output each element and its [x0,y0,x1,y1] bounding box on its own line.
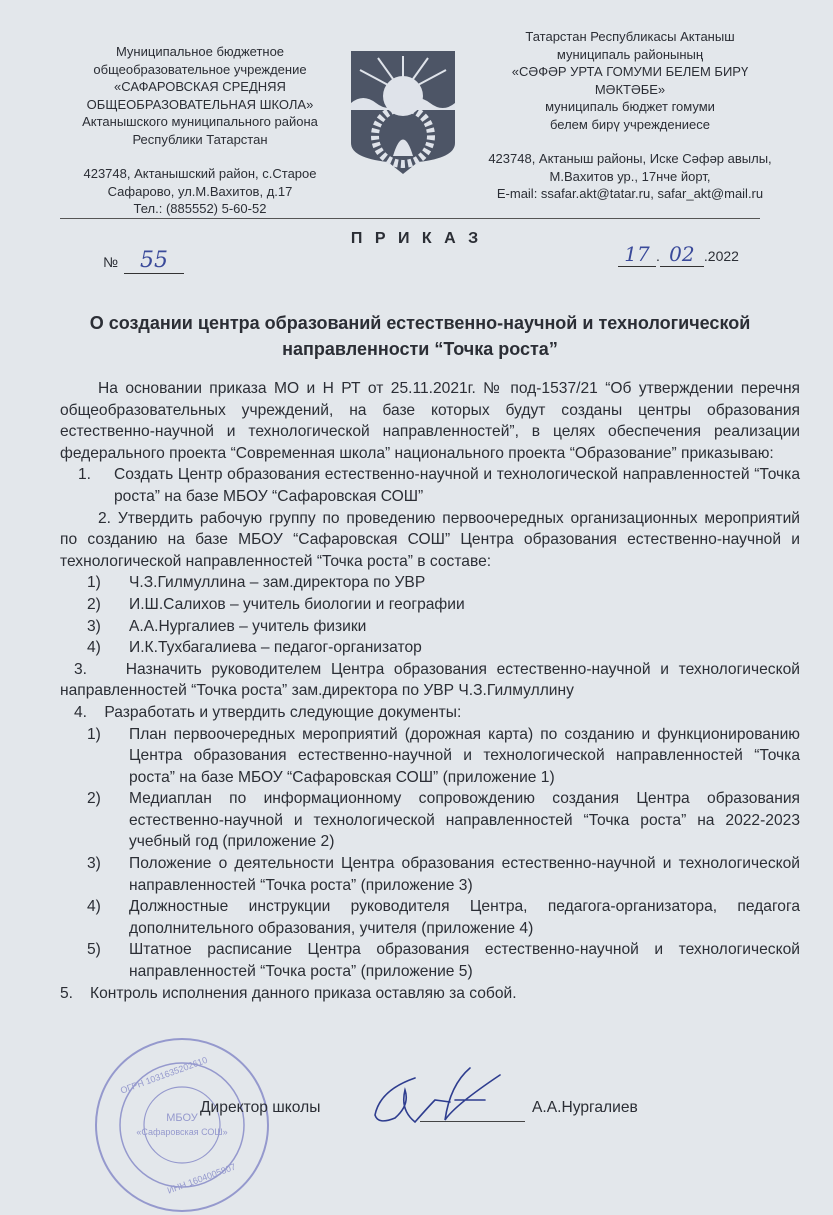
svg-text:«Сафаровская СОШ»: «Сафаровская СОШ» [136,1127,228,1137]
sub-number: 3) [87,617,101,635]
coat-of-arms-icon [348,48,458,176]
date-separator: . [656,248,660,264]
item-4-sub-4 [60,896,800,939]
item-number: 2. [98,509,112,527]
svg-text:ОГРН 1031635202610: ОГРН 1031635202610 [118,1054,209,1096]
sub-text: Положение о деятельности Центра образования естественно-научной и технологической направленностей “Точка роста” (приложение 3) [129,855,800,894]
item-text: Разработать и утвердить следующие документы: [104,703,462,721]
item-number: 3. [74,660,88,678]
item-4 [60,702,800,724]
signatory-name: А.А.Нургалиев [532,1099,638,1116]
item-4-sub-1 [60,724,800,789]
handwritten-signature [360,1060,530,1140]
svg-text:МБОУ: МБОУ [166,1112,198,1124]
item-4-sub-5 [60,939,800,982]
svg-text:ИНН 1604005807: ИНН 1604005807 [165,1161,238,1196]
item-2 [60,508,800,573]
header-right [470,28,790,203]
document-body [60,378,800,1004]
header-left-line: Актанышского муниципального района [82,114,318,129]
sub-text: И.К.Тухбагалиева – педагог-организатор [129,639,422,657]
header-left-phone: Тел.: (885552) 5-60-52 [133,201,267,216]
item-3 [60,659,800,702]
header-left-line: «САФАРОВСКАЯ СРЕДНЯЯ [114,79,286,94]
intro-paragraph: На основании приказа МО и Н РТ от 25.11.2021г. № под-1537/21 “Об утверждении перечня общеобразовательных учреждений, на базе которых будут созданы центры образования естественно-научной и технологической направленностей”, в целях обеспечения реализации федерального проекта “Современная школа” национального проекта “Образование” приказываю: [60,380,800,462]
sub-number: 2) [87,595,101,613]
sub-number: 5) [87,941,101,959]
header-right-line: МӘКТӘБЕ» [594,81,666,97]
item-text: Контроль исполнения данного приказа оставляю за собой. [90,984,517,1002]
sub-number: 1) [87,725,101,743]
official-stamp [92,1035,272,1215]
item-4-sub-3 [60,853,800,896]
item-text: Назначить руководителем Центра образования естественно-научной и технологической направленностей “Точка роста” зам.директора по УВР Ч.З.Гилмуллину [60,660,800,700]
item-text: Утвердить рабочую группу по проведению первоочередных организационных мероприятий по созданию на базе МБОУ “Сафаровская СОШ” Центра образования естественно-научной и технологической направленностей “Точка роста” в составе: [60,509,800,570]
date-day: 17 [618,242,656,267]
header-right-line: белем бирү учреждениесе [549,116,710,132]
order-date [618,242,739,267]
item-5 [60,983,800,1005]
header-right-address: 423748, Актаныш районы, Иске Сәфәр авылы, [488,151,772,166]
sub-text: Должностные инструкции руководителя Центра, педагога-организатора, педагога дополнительного образования, учителя (приложение 4) [129,898,800,937]
header-divider [60,218,760,219]
sub-number: 2) [87,790,101,808]
order-heading: П Р И К А З [350,230,483,247]
date-month: 02 [660,242,704,267]
header-left-line: ОБЩЕОБРАЗОВАТЕЛЬНАЯ ШКОЛА» [86,96,314,112]
item-number: 1. [78,466,92,484]
header-left-line: Муниципальное бюджетное [115,44,285,59]
item-text: Создать Центр образования естественно-научной и технологической направленностей “Точка роста” на базе МБОУ “Сафаровская СОШ” [114,466,800,505]
sub-text: План первоочередных мероприятий (дорожная карта) по созданию и функционированию Центра образования естественно-научной и технологической направленностей “Точка роста” на базе МБОУ “Сафаровская СОШ” (приложение 1) [129,725,800,786]
header-left-address: Сафарово, ул.М.Вахитов, д.17 [107,183,293,199]
order-number-value: 55 [124,248,184,274]
item-2-sub-2 [60,594,800,616]
header-right-line: «СӘФӘР УРТА ГОМУМИ БЕЛЕМ БИРҮ [511,64,749,79]
item-2-sub-4 [60,637,800,659]
document-title: О создании центра образований естественно-научной и технологической направленности “Точка роста” [89,313,751,359]
sub-text: Ч.З.Гилмуллина – зам.директора по УВР [129,574,426,592]
header-right-line: муниципаль районының [556,46,704,62]
sub-text: И.Ш.Салихов – учитель биологии и географии [129,595,465,613]
sub-text: Штатное расписание Центра образования естественно-научной и технологической направленностей “Точка роста” (приложение 5) [129,941,800,981]
header-left-line: Республики Татарстан [132,131,268,147]
item-2-sub-1 [60,572,800,594]
item-number: 4. [74,703,88,721]
order-number [103,248,184,274]
item-number: 5. [60,984,74,1002]
order-number-label: № [103,254,119,270]
date-year: .2022 [703,248,739,264]
sub-number: 4) [87,898,101,916]
sub-number: 3) [87,855,101,873]
item-4-sub-2 [60,788,800,853]
item-1 [60,464,800,507]
header-right-line: муниципаль бюджет гомуми [545,99,715,114]
item-2-sub-3 [60,616,800,638]
sub-number: 4) [87,639,101,657]
header-right-line: Татарстан Республикасы Актаныш [525,29,735,44]
sub-number: 1) [87,574,101,592]
header-left [70,43,330,218]
sub-text: Медиаплан по информационному сопровождению создания Центра образования естественно-научной и технологической направленностей “Точка роста” на 2022-2023 учебный год (приложение 2) [129,790,800,851]
header-left-address: 423748, Актанышский район, с.Старое [83,166,317,181]
header-right-address: М.Вахитов ур., 17нче йорт, [549,168,711,184]
header-left-line: общеобразовательное учреждение [93,61,307,77]
header-right-email: E-mail: ssafar.akt@tatar.ru, safar_akt@mail.ru [496,186,764,201]
signatory-title: Директор школы [200,1099,321,1116]
sub-text: А.А.Нургалиев – учитель физики [129,617,367,635]
